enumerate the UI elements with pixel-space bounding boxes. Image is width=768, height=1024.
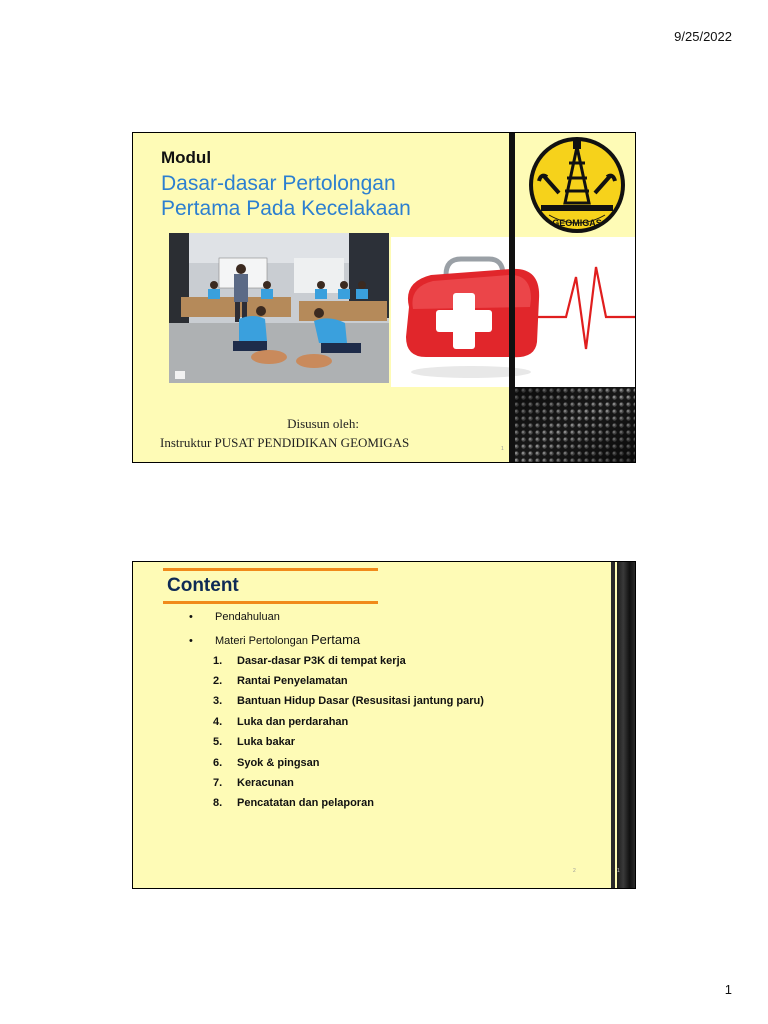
heading-rule-bottom: [163, 601, 378, 604]
list-number: 1.: [213, 655, 223, 667]
slide-heading: Content: [167, 575, 239, 596]
bullet-label: Materi Pertolongan: [215, 635, 311, 647]
slide-number: 2: [573, 868, 576, 874]
bullet-dot: •: [189, 611, 193, 623]
list-number: 5.: [213, 736, 223, 748]
list-label: Rantai Penyelamatan: [237, 675, 348, 687]
author-name: Instruktur PUSAT PENDIDIKAN GEOMIGAS: [160, 435, 410, 450]
list-label: Pencatatan dan pelaporan: [237, 797, 374, 809]
cpr-training-photo: [169, 233, 389, 383]
list-item: [213, 736, 295, 748]
slide-title: [161, 171, 461, 221]
slide-edge-bar: [617, 562, 635, 888]
list-item: [213, 695, 484, 707]
list-label: Bantuan Hidup Dasar (Resusitasi jantung paru): [237, 695, 484, 707]
slide-number: 1: [501, 446, 504, 452]
slide-number-edge: 1: [617, 868, 620, 874]
metal-texture-panel: [513, 387, 635, 462]
title-line-2: Pertama Pada Kecelakaan: [161, 197, 411, 220]
list-label: Luka bakar: [237, 736, 296, 748]
list-item: [213, 797, 374, 809]
list-item: [213, 757, 320, 769]
logo-panel: [513, 133, 635, 237]
list-number: 4.: [213, 716, 223, 728]
list-label: Keracunan: [237, 777, 294, 789]
bullet-label-emphasis: Pertama: [311, 632, 361, 647]
geomigas-logo: [513, 133, 635, 237]
slide-edge-bar-thin: [611, 562, 615, 888]
author-label: Disusun oleh:: [287, 416, 359, 431]
list-number: 3.: [213, 695, 223, 707]
list-number: 7.: [213, 777, 223, 789]
bullet-dot: •: [189, 635, 193, 647]
list-label: Dasar-dasar P3K di tempat kerja: [237, 655, 406, 667]
list-item: [213, 716, 348, 728]
slide-1: [132, 132, 636, 463]
bullet-label: Pendahuluan: [215, 611, 280, 623]
list-label: Luka dan perdarahan: [237, 716, 349, 728]
slide-2: [132, 561, 636, 889]
bullet-item: [189, 632, 360, 647]
list-item: [213, 777, 294, 789]
logo-text: GEOMIGAS: [552, 218, 602, 228]
heading-rule-top: [163, 568, 378, 571]
page-number: 1: [724, 982, 732, 997]
list-number: 6.: [213, 757, 223, 769]
bullet-item: [189, 611, 280, 623]
slide-divider-bar: [509, 133, 515, 462]
list-item: [213, 655, 406, 667]
print-date: 9/25/2022: [674, 29, 732, 44]
list-number: 2.: [213, 675, 223, 687]
slide-kicker: Modul: [161, 148, 212, 167]
list-number: 8.: [213, 797, 223, 809]
title-line-1: Dasar-dasar Pertolongan: [161, 172, 396, 195]
list-item: [213, 675, 348, 687]
list-label: Syok & pingsan: [237, 757, 320, 769]
